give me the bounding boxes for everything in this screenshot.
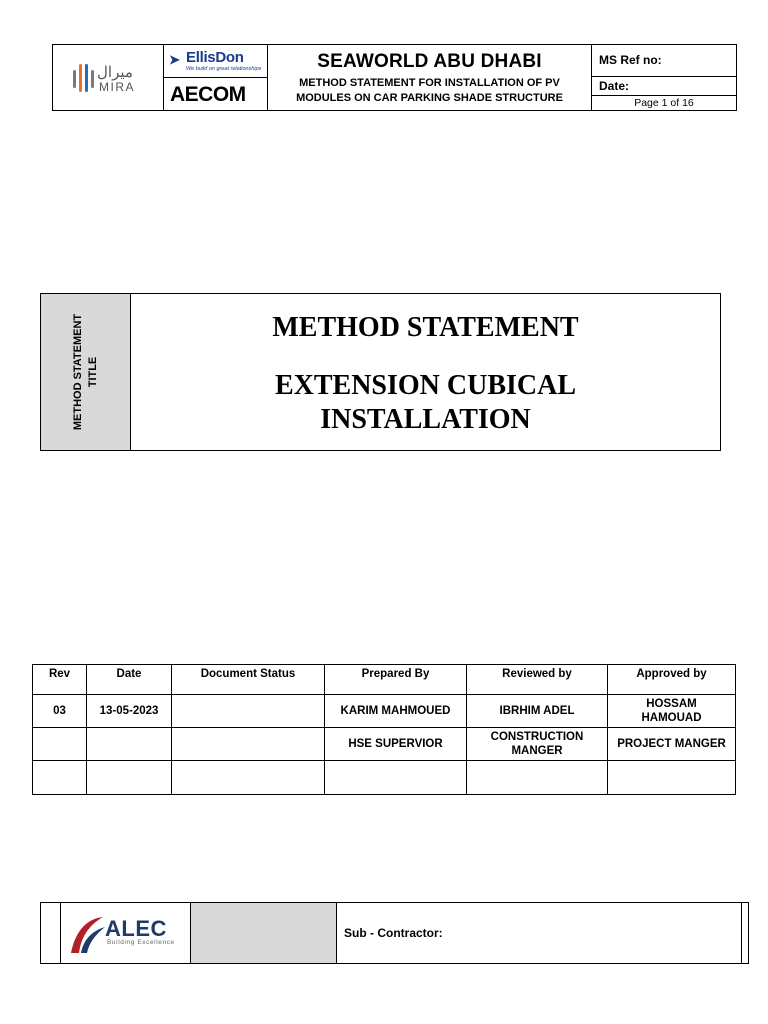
document-subtitle xyxy=(268,76,591,106)
table-cell: PROJECT MANGER xyxy=(608,728,736,761)
project-title-cell xyxy=(268,45,592,110)
header-prepared-by: Prepared By xyxy=(325,665,467,695)
ellisdon-logo-icon: ➤ xyxy=(169,52,180,67)
mira-logo-text: MIRA xyxy=(99,80,135,94)
header-reviewed-by: Reviewed by xyxy=(467,665,608,695)
method-statement-side-label-cell xyxy=(41,294,131,450)
header-document-status: Document Status xyxy=(172,665,325,695)
mira-logo-cell xyxy=(53,45,164,110)
method-statement-side-label xyxy=(71,314,101,430)
date-label: Date: xyxy=(599,79,630,93)
alec-logo-cell xyxy=(61,903,191,963)
title-line-2: INSTALLATION xyxy=(320,404,531,435)
footer-grey-cell xyxy=(191,903,337,963)
document-header xyxy=(52,44,737,111)
table-cell: HSE SUPERVIOR xyxy=(325,728,467,761)
table-cell: 03 xyxy=(33,695,87,728)
table-row xyxy=(33,761,736,795)
alec-logo-name: ALEC xyxy=(105,916,167,941)
alec-logo-tagline: Building Excellence xyxy=(107,939,175,946)
footer-spacer-cell xyxy=(41,903,61,963)
ellisdon-logo-name: EllisDon xyxy=(186,49,244,66)
document-footer xyxy=(40,902,749,964)
table-cell xyxy=(172,695,325,728)
table-cell: IBRHIM ADEL xyxy=(467,695,608,728)
alec-logo-icon xyxy=(67,913,107,955)
table-cell: KARIM MAHMOUED xyxy=(325,695,467,728)
sub-contractor-label: Sub - Contractor: xyxy=(344,926,443,940)
subtitle-line-1: METHOD STATEMENT FOR INSTALLATION OF PV xyxy=(299,77,560,89)
table-cell xyxy=(608,761,736,795)
table-cell xyxy=(172,761,325,795)
mira-logo-arabic: ميرال xyxy=(97,64,133,81)
method-statement-title xyxy=(131,369,720,437)
method-statement-title-cell xyxy=(131,294,720,450)
table-row xyxy=(33,728,736,761)
table-cell xyxy=(33,728,87,761)
ms-ref-label: MS Ref no: xyxy=(599,53,662,67)
title-line-1: EXTENSION CUBICAL xyxy=(274,370,577,401)
table-cell: CONSTRUCTION MANGER xyxy=(467,728,608,761)
date-cell xyxy=(592,77,736,96)
side-label-line-2: TITLE xyxy=(87,356,99,388)
method-statement-heading: METHOD STATEMENT xyxy=(272,312,579,343)
table-row xyxy=(33,695,736,728)
footer-end-cell xyxy=(742,903,748,963)
sub-contractor-cell xyxy=(337,903,742,963)
ms-ref-cell xyxy=(592,45,736,77)
table-cell xyxy=(172,728,325,761)
table-cell xyxy=(325,761,467,795)
header-approved-by: Approved by xyxy=(608,665,736,695)
revision-table xyxy=(32,664,736,795)
page-number: Page 1 of 16 xyxy=(634,97,694,109)
table-cell xyxy=(467,761,608,795)
side-label-line-1: METHOD STATEMENT xyxy=(72,313,84,431)
project-title: SEAWORLD ABU DHABI xyxy=(317,51,542,72)
header-date: Date xyxy=(87,665,172,695)
aecom-logo-cell xyxy=(164,78,268,110)
table-cell: HOSSAM HAMOUAD xyxy=(608,695,736,728)
table-cell xyxy=(33,761,87,795)
header-rev: Rev xyxy=(33,665,87,695)
table-cell xyxy=(87,761,172,795)
aecom-logo: AECOM xyxy=(170,83,246,106)
page-number-cell xyxy=(592,96,736,110)
method-statement-title-box xyxy=(40,293,721,451)
table-cell xyxy=(87,728,172,761)
ellisdon-logo-tagline: We build on great relationships xyxy=(186,66,262,72)
table-header-row xyxy=(33,665,736,695)
subtitle-line-2: MODULES ON CAR PARKING SHADE STRUCTURE xyxy=(296,92,563,104)
table-cell: 13-05-2023 xyxy=(87,695,172,728)
ellisdon-logo-cell xyxy=(164,45,268,78)
